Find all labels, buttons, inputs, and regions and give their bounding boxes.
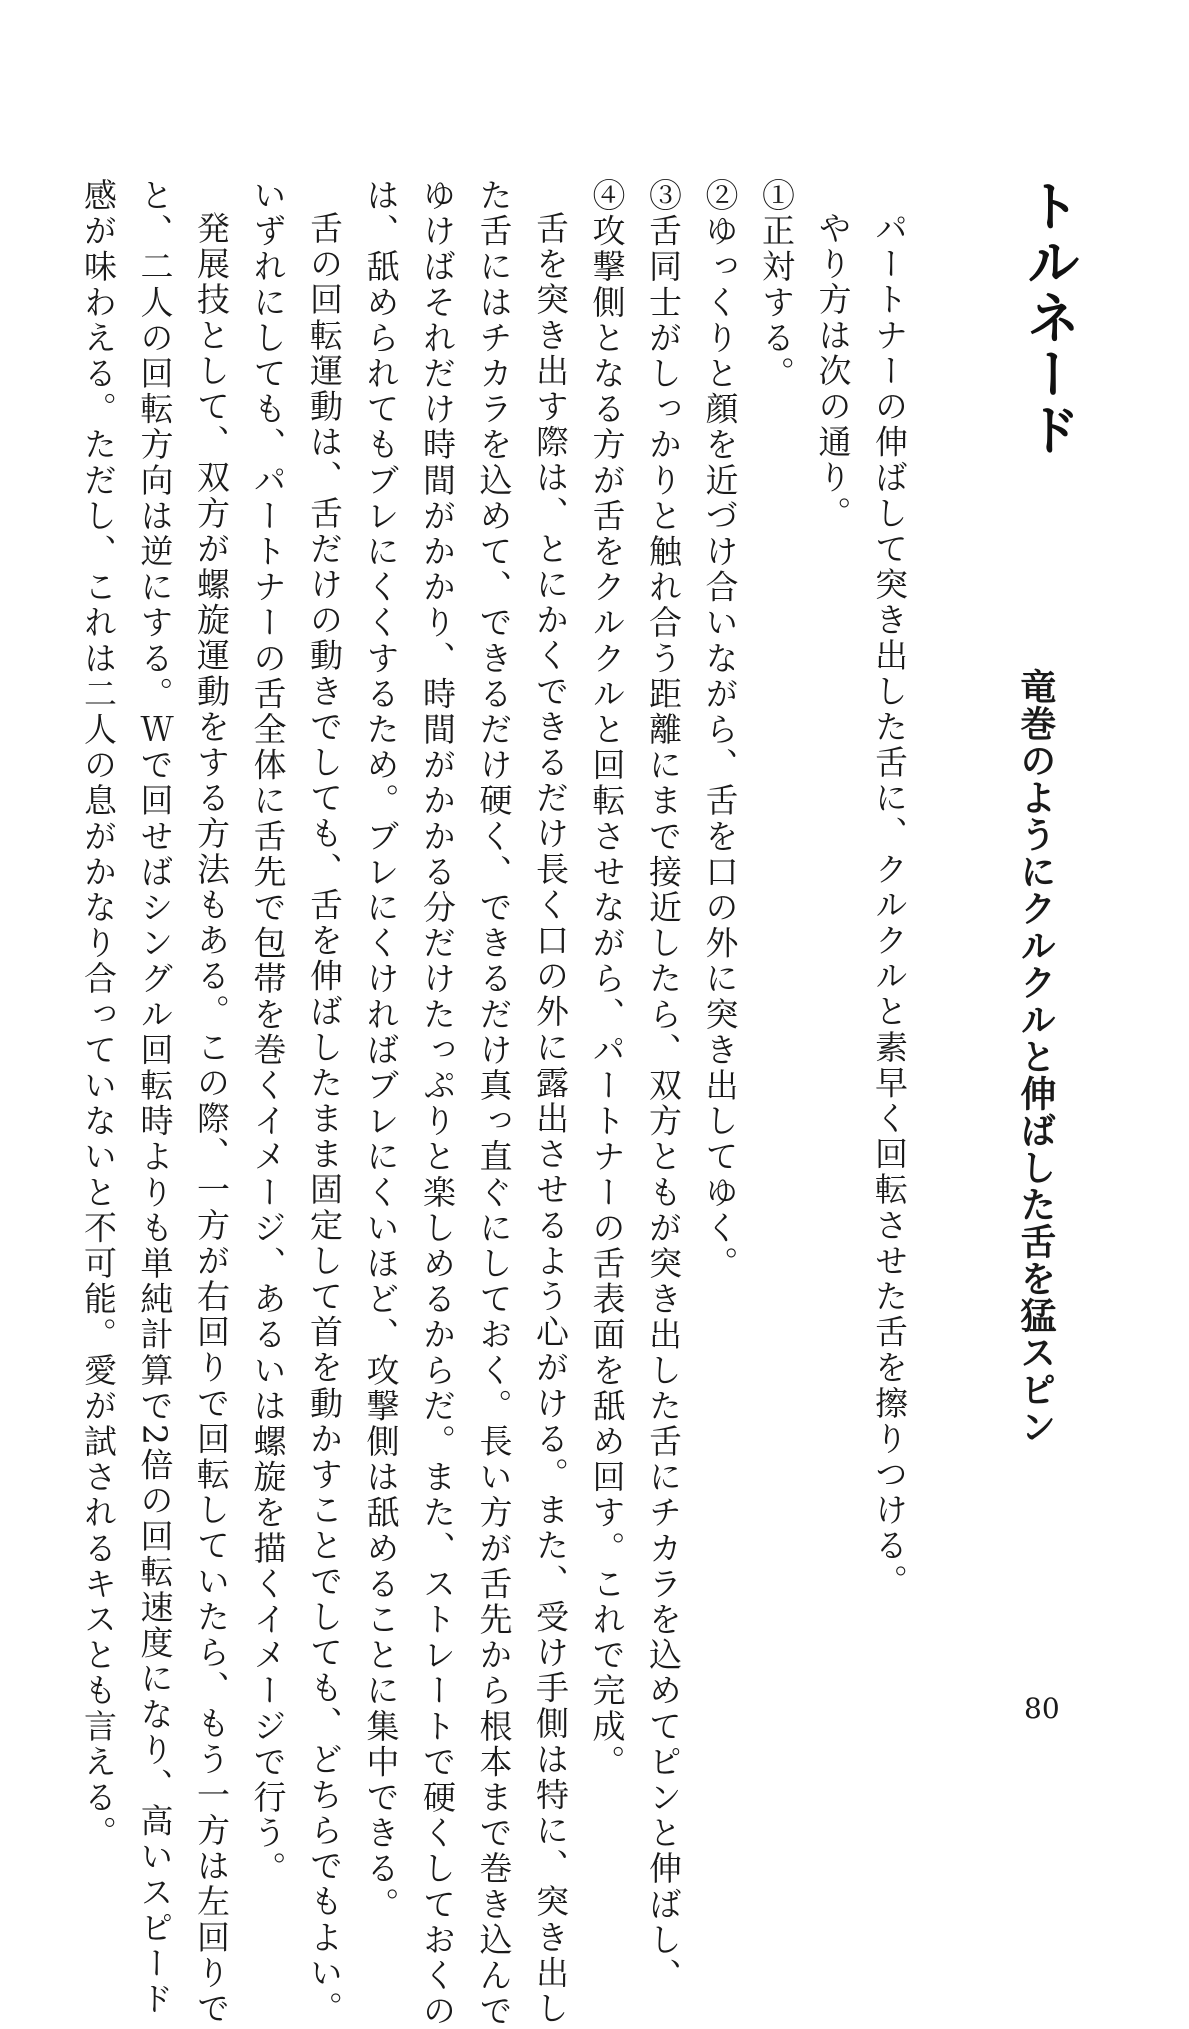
paragraph: いずれにしても、パートナーの舌全体に舌先で包帯を巻くイメージ、あるいは螺旋を描くイメージで行う。	[248, 178, 288, 1887]
paragraph: ②ゆっくりと顔を近づけ合いながら、舌を口の外に突き出してゆく。	[700, 178, 740, 1282]
paragraph: 舌の回転運動は、舌だけの動きでしても、舌を伸ばしたまま固定して首を動かすことでしても、どちらでもよい。	[305, 211, 344, 2027]
page-title: トルネード	[1018, 178, 1082, 458]
paragraph: 感が味わえる。ただし、これは二人の息がかなり合っていないと不可能。愛が試されるキスとも言える。	[79, 178, 118, 1852]
paragraph: やり方は次の通り。	[813, 211, 853, 532]
paragraph: ③舌同士がしっかりと触れ合う距離にまで接近したら、双方ともが突き出した舌にチカラを込めてピンと伸ばし、	[644, 178, 683, 1994]
paragraph: 舌を突き出す際は、とにかくできるだけ長く口の外に露出させるよう心がける。また、受け手側は特に、突き出し	[531, 211, 570, 2027]
paragraph: た舌にはチカラを込めて、できるだけ硬く、できるだけ真っ直ぐにしておく。長い方が舌先から根本まで巻き込んで	[474, 178, 514, 2029]
paragraph: 発展技として、双方が螺旋運動をする方法もある。この際、一方が右回りで回転していたら、もう一方は左回りで	[192, 211, 231, 2027]
paragraph: パートナーの伸ばして突き出した舌に、クルクルと素早く回転させた舌を擦りつける。	[870, 211, 909, 1600]
body-text	[70, 178, 918, 2029]
paragraph: ④攻撃側となる方が舌をクルクルと回転させながら、パートナーの舌表面を舐め回す。これで完成。	[587, 178, 627, 1780]
paragraph: は、舐められてもブレにくくするため。ブレにくければブレにくいほど、攻撃側は舐めることに集中できる。	[361, 178, 401, 1923]
page-subtitle: 竜巻のようにクルクルと伸ばした舌を猛スピン	[1014, 668, 1056, 1445]
paragraph: ゆけばそれだけ時間がかかり、時間がかかる分だけたっぷりと楽しめるからだ。また、ストレートで硬くしておくの	[418, 178, 457, 2029]
paragraph: と、二人の回転方向は逆にする。Ｗで回せばシングル回転時よりも単純計算で2倍の回転速度になり、高いスピード	[135, 178, 175, 2018]
paragraph: ①正対する。	[757, 178, 796, 392]
page-number: 80	[1024, 1692, 1060, 1725]
